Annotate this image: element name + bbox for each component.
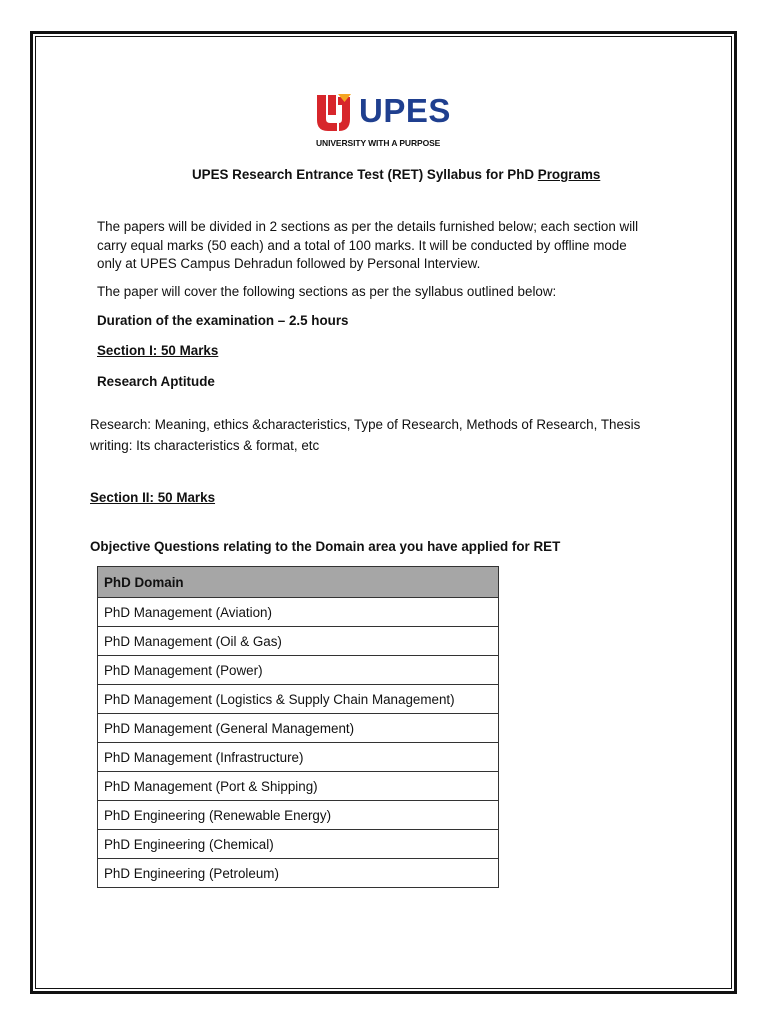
intro-paragraph xyxy=(97,218,638,274)
table-row xyxy=(98,656,499,685)
table-row xyxy=(98,598,499,627)
table-cell: PhD Management (Oil & Gas) xyxy=(98,627,499,656)
table-row xyxy=(98,627,499,656)
section1-description xyxy=(90,414,640,456)
table-cell: PhD Management (Infrastructure) xyxy=(98,743,499,772)
table-row xyxy=(98,743,499,772)
section2-heading: Section II: 50 Marks xyxy=(90,490,216,505)
table-row xyxy=(98,685,499,714)
table-cell: PhD Engineering (Chemical) xyxy=(98,830,499,859)
logo-tagline: UNIVERSITY WITH A PURPOSE xyxy=(316,138,441,148)
upes-logo xyxy=(316,93,456,153)
intro-line-1: The papers will be divided in 2 sections as per the details furnished below; each section will xyxy=(97,219,639,234)
domain-table xyxy=(97,566,499,888)
table-row xyxy=(98,859,499,888)
title-programs: Programs xyxy=(537,167,601,182)
duration-text: Duration of the examination – 2.5 hours xyxy=(97,313,349,328)
table-header-cell: PhD Domain xyxy=(98,567,499,598)
section1-heading: Section I: 50 Marks xyxy=(97,343,219,358)
table-cell: PhD Management (General Management) xyxy=(98,714,499,743)
cover-text: The paper will cover the following sections as per the syllabus outlined below: xyxy=(97,284,557,299)
page-title xyxy=(192,166,600,184)
section2-objective: Objective Questions relating to the Domain area you have applied for RET xyxy=(90,539,561,554)
table-row xyxy=(98,830,499,859)
table-cell: PhD Management (Aviation) xyxy=(98,598,499,627)
section1-desc-line-2: writing: Its characteristics & format, etc xyxy=(90,438,320,453)
title-prefix: UPES Research Entrance Test (RET) Syllabus for PhD xyxy=(192,167,538,182)
intro-line-3: only at UPES Campus Dehradun followed by Personal Interview. xyxy=(97,256,481,271)
table-row xyxy=(98,714,499,743)
logo-brand-text: UPES xyxy=(359,92,451,129)
table-cell: PhD Management (Logistics & Supply Chain Management) xyxy=(98,685,499,714)
intro-line-2: carry equal marks (50 each) and a total of 100 marks. It will be conducted by offline mode xyxy=(97,237,627,253)
table-cell: PhD Management (Port & Shipping) xyxy=(98,772,499,801)
table-header-row xyxy=(98,567,499,598)
section1-subheading: Research Aptitude xyxy=(97,374,215,389)
table-row xyxy=(98,801,499,830)
section1-desc-line-1: Research: Meaning, ethics &characteristics, Type of Research, Methods of Research, Thesis xyxy=(90,417,641,432)
table-cell: PhD Engineering (Renewable Energy) xyxy=(98,801,499,830)
upes-shield-icon xyxy=(316,93,354,133)
table-cell: PhD Management (Power) xyxy=(98,656,499,685)
table-cell: PhD Engineering (Petroleum) xyxy=(98,859,499,888)
table-row xyxy=(98,772,499,801)
